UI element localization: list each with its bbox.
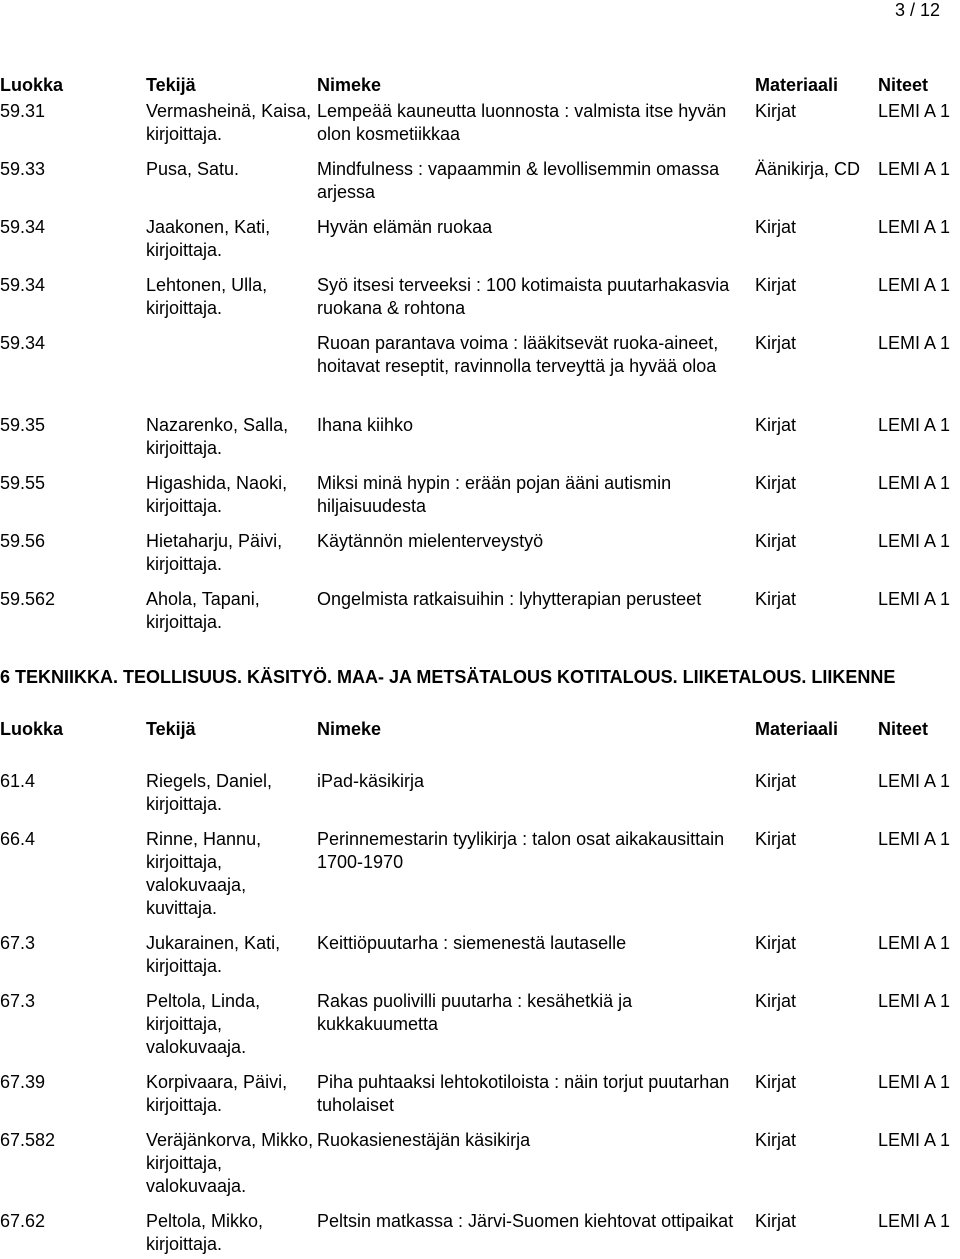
cell-materiaali: Kirjat — [755, 217, 797, 237]
header-materiaali: Materiaali — [755, 75, 839, 95]
header-nimeke: Nimeke — [317, 75, 382, 95]
cell-niteet: LEMI A 1 — [878, 991, 951, 1011]
header-niteet: Niteet — [878, 75, 929, 95]
cell-luokka: 59.56 — [0, 531, 46, 551]
cell-luokka: 59.562 — [0, 589, 56, 609]
cell-luokka: 59.33 — [0, 159, 46, 179]
cell-materiaali: Kirjat — [755, 589, 797, 609]
cell-materiaali: Kirjat — [755, 933, 797, 953]
cell-materiaali: Kirjat — [755, 275, 797, 295]
cell-nimeke: Käytännön mielenterveystyö — [317, 531, 544, 551]
cell-tekija: Nazarenko, Salla, kirjoittaja. — [146, 415, 289, 458]
cell-nimeke: Ongelmista ratkaisuihin : lyhytterapian perusteet — [317, 589, 702, 609]
cell-nimeke: Rakas puolivilli puutarha : kesähetkiä ja kukkakuumetta — [317, 991, 633, 1034]
cell-nimeke: Syö itsesi terveeksi : 100 kotimaista puutarhakasvia ruokana & rohtona — [317, 275, 730, 318]
cell-tekija: Jukarainen, Kati, kirjoittaja. — [146, 933, 281, 976]
cell-materiaali: Äänikirja, CD — [755, 159, 861, 179]
cell-nimeke: Ruoan parantava voima : lääkitsevät ruoka-aineet, hoitavat reseptit, ravinnolla terveyttä ja hyvää oloa — [317, 333, 719, 376]
cell-niteet: LEMI A 1 — [878, 415, 951, 435]
cell-tekija: Veräjänkorva, Mikko, kirjoittaja, valokuvaaja. — [146, 1130, 314, 1196]
cell-tekija: Korpivaara, Päivi, kirjoittaja. — [146, 1072, 288, 1115]
cell-luokka: 59.35 — [0, 415, 46, 435]
cell-niteet: LEMI A 1 — [878, 217, 951, 237]
cell-tekija: Peltola, Mikko, kirjoittaja. — [146, 1211, 264, 1254]
cell-materiaali: Kirjat — [755, 101, 797, 121]
cell-luokka: 59.34 — [0, 333, 46, 353]
cell-tekija: Rinne, Hannu, kirjoittaja, valokuvaaja, kuvittaja. — [146, 829, 262, 918]
header-nimeke: Nimeke — [317, 719, 382, 739]
cell-materiaali: Kirjat — [755, 1211, 797, 1231]
catalog-table-1 — [0, 74, 960, 98]
cell-nimeke: iPad-käsikirja — [317, 771, 425, 791]
cell-niteet: LEMI A 1 — [878, 829, 951, 849]
cell-luokka: 59.55 — [0, 473, 46, 493]
header-tekija: Tekijä — [146, 719, 196, 739]
cell-nimeke: Ruokasienestäjän käsikirja — [317, 1130, 531, 1150]
cell-niteet: LEMI A 1 — [878, 101, 951, 121]
cell-materiaali: Kirjat — [755, 473, 797, 493]
header-materiaali: Materiaali — [755, 719, 839, 739]
cell-nimeke: Keittiöpuutarha : siemenestä lautaselle — [317, 933, 627, 953]
cell-tekija: Hietaharju, Päivi, kirjoittaja. — [146, 531, 283, 574]
cell-niteet: LEMI A 1 — [878, 159, 951, 179]
cell-nimeke: Mindfulness : vapaammin & levollisemmin omassa arjessa — [317, 159, 720, 202]
cell-niteet: LEMI A 1 — [878, 1130, 951, 1150]
table-header — [0, 74, 960, 98]
cell-luokka: 67.582 — [0, 1130, 56, 1150]
cell-materiaali: Kirjat — [755, 333, 797, 353]
cell-niteet: LEMI A 1 — [878, 933, 951, 953]
cell-nimeke: Miksi minä hypin : erään pojan ääni autismin hiljaisuudesta — [317, 473, 672, 516]
cell-niteet: LEMI A 1 — [878, 333, 951, 353]
cell-luokka: 59.34 — [0, 275, 46, 295]
section-title: 6 TEKNIIKKA. TEOLLISUUS. KÄSITYÖ. MAA- JA METSÄTALOUS KOTITALOUS. LIIKETALOUS. LIIKENNE — [0, 667, 896, 687]
cell-tekija: Jaakonen, Kati, kirjoittaja. — [146, 217, 271, 260]
cell-materiaali: Kirjat — [755, 1072, 797, 1092]
cell-luokka: 66.4 — [0, 829, 36, 849]
header-luokka: Luokka — [0, 75, 64, 95]
cell-niteet: LEMI A 1 — [878, 473, 951, 493]
cell-luokka: 59.31 — [0, 101, 46, 121]
cell-nimeke: Lempeää kauneutta luonnosta : valmista itse hyvän olon kosmetiikkaa — [317, 101, 727, 144]
catalog-table-2 — [0, 718, 960, 742]
cell-luokka: 67.62 — [0, 1211, 46, 1231]
cell-luokka: 67.3 — [0, 991, 36, 1011]
cell-nimeke: Perinnemestarin tyylikirja : talon osat aikakausittain 1700-1970 — [317, 829, 725, 872]
cell-materiaali: Kirjat — [755, 415, 797, 435]
cell-tekija: Vermasheinä, Kaisa, kirjoittaja. — [146, 101, 312, 144]
cell-materiaali: Kirjat — [755, 829, 797, 849]
header-niteet: Niteet — [878, 719, 929, 739]
header-luokka: Luokka — [0, 719, 64, 739]
cell-tekija: Lehtonen, Ulla, kirjoittaja. — [146, 275, 268, 318]
cell-tekija: Pusa, Satu. — [146, 159, 240, 179]
cell-nimeke: Ihana kiihko — [317, 415, 414, 435]
page-indicator: 3 / 12 — [894, 0, 940, 20]
cell-materiaali: Kirjat — [755, 1130, 797, 1150]
table-header — [0, 718, 960, 742]
cell-niteet: LEMI A 1 — [878, 531, 951, 551]
cell-luokka: 67.3 — [0, 933, 36, 953]
cell-materiaali: Kirjat — [755, 531, 797, 551]
cell-tekija: Riegels, Daniel, kirjoittaja. — [146, 771, 273, 814]
cell-tekija: Peltola, Linda, kirjoittaja, valokuvaaja. — [146, 991, 261, 1057]
cell-niteet: LEMI A 1 — [878, 1072, 951, 1092]
cell-materiaali: Kirjat — [755, 771, 797, 791]
cell-niteet: LEMI A 1 — [878, 275, 951, 295]
cell-tekija: Ahola, Tapani, kirjoittaja. — [146, 589, 260, 632]
cell-nimeke: Peltsin matkassa : Järvi-Suomen kiehtovat ottipaikat — [317, 1211, 734, 1231]
cell-niteet: LEMI A 1 — [878, 589, 951, 609]
cell-luokka: 59.34 — [0, 217, 46, 237]
cell-niteet: LEMI A 1 — [878, 1211, 951, 1231]
cell-nimeke: Hyvän elämän ruokaa — [317, 217, 493, 237]
cell-luokka: 67.39 — [0, 1072, 46, 1092]
cell-nimeke: Piha puhtaaksi lehtokotiloista : näin torjut puutarhan tuholaiset — [317, 1072, 730, 1115]
cell-materiaali: Kirjat — [755, 991, 797, 1011]
header-tekija: Tekijä — [146, 75, 196, 95]
cell-luokka: 61.4 — [0, 771, 36, 791]
cell-tekija: Higashida, Naoki, kirjoittaja. — [146, 473, 288, 516]
cell-niteet: LEMI A 1 — [878, 771, 951, 791]
